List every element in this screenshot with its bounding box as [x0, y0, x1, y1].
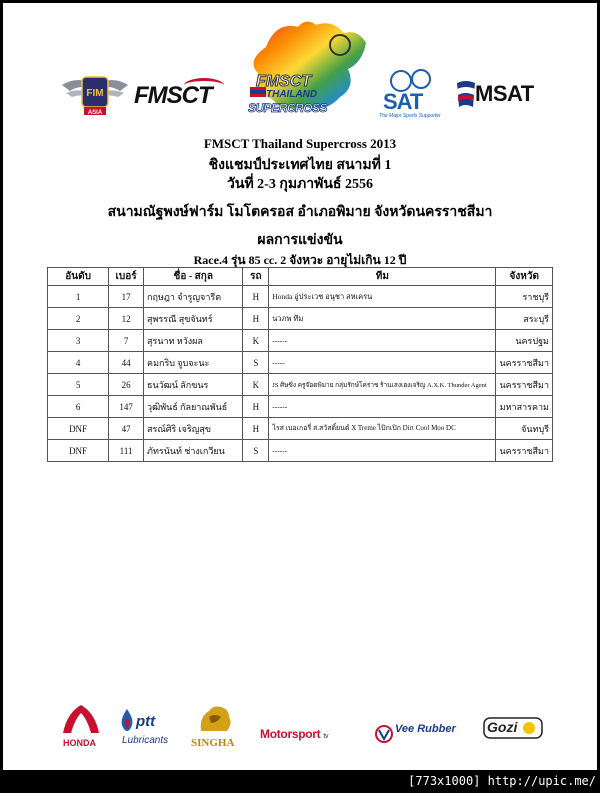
cell-team: นวภพ ทีม [269, 308, 496, 330]
cell-team: ----- [269, 352, 496, 374]
gozi-logo: Gozi [483, 717, 543, 747]
cell-name: สุพรรณี สุขจันทร์ [144, 308, 243, 330]
cell-name: สุรนาท หวังผล [144, 330, 243, 352]
cell-bike: S [243, 352, 269, 374]
cell-position: 4 [48, 352, 109, 374]
header-province: จังหวัด [496, 268, 553, 286]
cell-province: ราชบุรี [496, 286, 553, 308]
header-bike: รถ [243, 268, 269, 286]
header-position: อันดับ [48, 268, 109, 286]
cell-province: มหาสารคาม [496, 396, 553, 418]
event-title: FMSCT Thailand Supercross 2013 [203, 136, 397, 151]
upic-watermark: [773x1000] http://upic.me/ [408, 774, 596, 788]
cell-number: 111 [109, 440, 144, 462]
cell-number: 47 [109, 418, 144, 440]
cell-bike: H [243, 286, 269, 308]
cell-name: วุฒิพันธ์ กัลยาณพันธ์ [144, 396, 243, 418]
cell-name: ธนวัฒน์ ลักขนร [144, 374, 243, 396]
cell-number: 44 [109, 352, 144, 374]
cell-position: 3 [48, 330, 109, 352]
table-header-row [48, 268, 553, 286]
table-row [48, 352, 553, 374]
cell-position: 2 [48, 308, 109, 330]
table-row [48, 396, 553, 418]
vee-rubber-logo: Vee Rubber [375, 723, 467, 749]
cell-bike: H [243, 418, 269, 440]
cell-name: คมกริบ จูบจะนะ [144, 352, 243, 374]
header-number: เบอร์ [109, 268, 144, 286]
cell-bike: H [243, 396, 269, 418]
document-page [3, 3, 597, 770]
cell-number: 147 [109, 396, 144, 418]
cell-province: นครราชสีมา [496, 374, 553, 396]
cell-position: 1 [48, 286, 109, 308]
cell-position: DNF [48, 418, 109, 440]
honda-logo: HONDA [61, 703, 107, 751]
header-team: ทีม [269, 268, 496, 286]
cell-bike: K [243, 374, 269, 396]
motorsport-tv-logo: Motorsport tv [260, 727, 329, 741]
venue: สนามณัฐพงษ์ฟาร์ม โมโตครอส อำเภอพิมาย จังหวัดนครราชสีมา [107, 205, 493, 220]
cell-team: ------ [269, 440, 496, 462]
cell-province: สระบุรี [496, 308, 553, 330]
cell-position: 5 [48, 374, 109, 396]
cell-name: สรณ์ศิริ เจริญสุข [144, 418, 243, 440]
table-row [48, 374, 553, 396]
cell-team: ------ [269, 330, 496, 352]
singha-logo: SINGHA [189, 703, 243, 751]
race-class-heading: Race.4 รุ่น 85 cc. 2 จังหวะ อายุไม่เกิน 12 ปี [193, 253, 407, 267]
results-table [47, 267, 553, 462]
table-row [48, 286, 553, 308]
msat-logo: MSAT [455, 75, 545, 115]
fmsct-arc-icon [184, 78, 224, 93]
cell-team: JS ศิษซิ่ง ครูจ๊อดพิมาย กลุ่มรักษ์โคราช ร้านเสงเฮงเจริญ A.X.K. Thunder Agent [269, 374, 496, 396]
cell-team: ------ [269, 396, 496, 418]
svg-text:ASIA: ASIA [87, 110, 103, 116]
cell-number: 17 [109, 286, 144, 308]
fmsct-logo: FMSCT [134, 82, 212, 110]
fmsct-thailand-supercross-logo: FMSCT THAILAND SUPERCROSS [236, 17, 376, 125]
table-row [48, 308, 553, 330]
cell-team: Honda อู่ประเวช อนุชา สหเครน [269, 286, 496, 308]
table-row [48, 440, 553, 462]
cell-team: ไรส เบอเกอรี่ ส.สวัสดิ์ยนต์ X Treme ไปิกเปิก Dirt Cool Moo DC [269, 418, 496, 440]
cell-province: นครราชสีมา [496, 440, 553, 462]
event-date: วันที่ 2-3 กุมภาพันธ์ 2556 [227, 177, 373, 192]
cell-bike: K [243, 330, 269, 352]
ptt-lubricants-logo: ptt Lubricants [118, 707, 180, 751]
cell-name: ภัทรนันท์ ช่างเกวียน [144, 440, 243, 462]
header-name: ชื่อ - สกุล [144, 268, 243, 286]
championship-title: ชิงแชมป์ประเทศไทย สนามที่ 1 [208, 158, 392, 173]
cell-position: 6 [48, 396, 109, 418]
cell-bike: H [243, 308, 269, 330]
cell-number: 12 [109, 308, 144, 330]
sat-logo: SAT The Major Sports Supporter [379, 69, 443, 119]
sponsor-bar [3, 693, 597, 753]
svg-text:FIM: FIM [86, 88, 104, 99]
cell-number: 26 [109, 374, 144, 396]
fim-asia-logo [60, 69, 130, 117]
results-heading: ผลการแข่งขัน [257, 233, 343, 248]
cell-name: กฤษฎา จำรูญจารีต [144, 286, 243, 308]
cell-bike: S [243, 440, 269, 462]
cell-province: นครราชสีมา [496, 352, 553, 374]
logo-banner [3, 17, 597, 127]
cell-province: นครปฐม [496, 330, 553, 352]
cell-number: 7 [109, 330, 144, 352]
table-row [48, 418, 553, 440]
table-row [48, 330, 553, 352]
cell-position: DNF [48, 440, 109, 462]
cell-province: จันทบุรี [496, 418, 553, 440]
